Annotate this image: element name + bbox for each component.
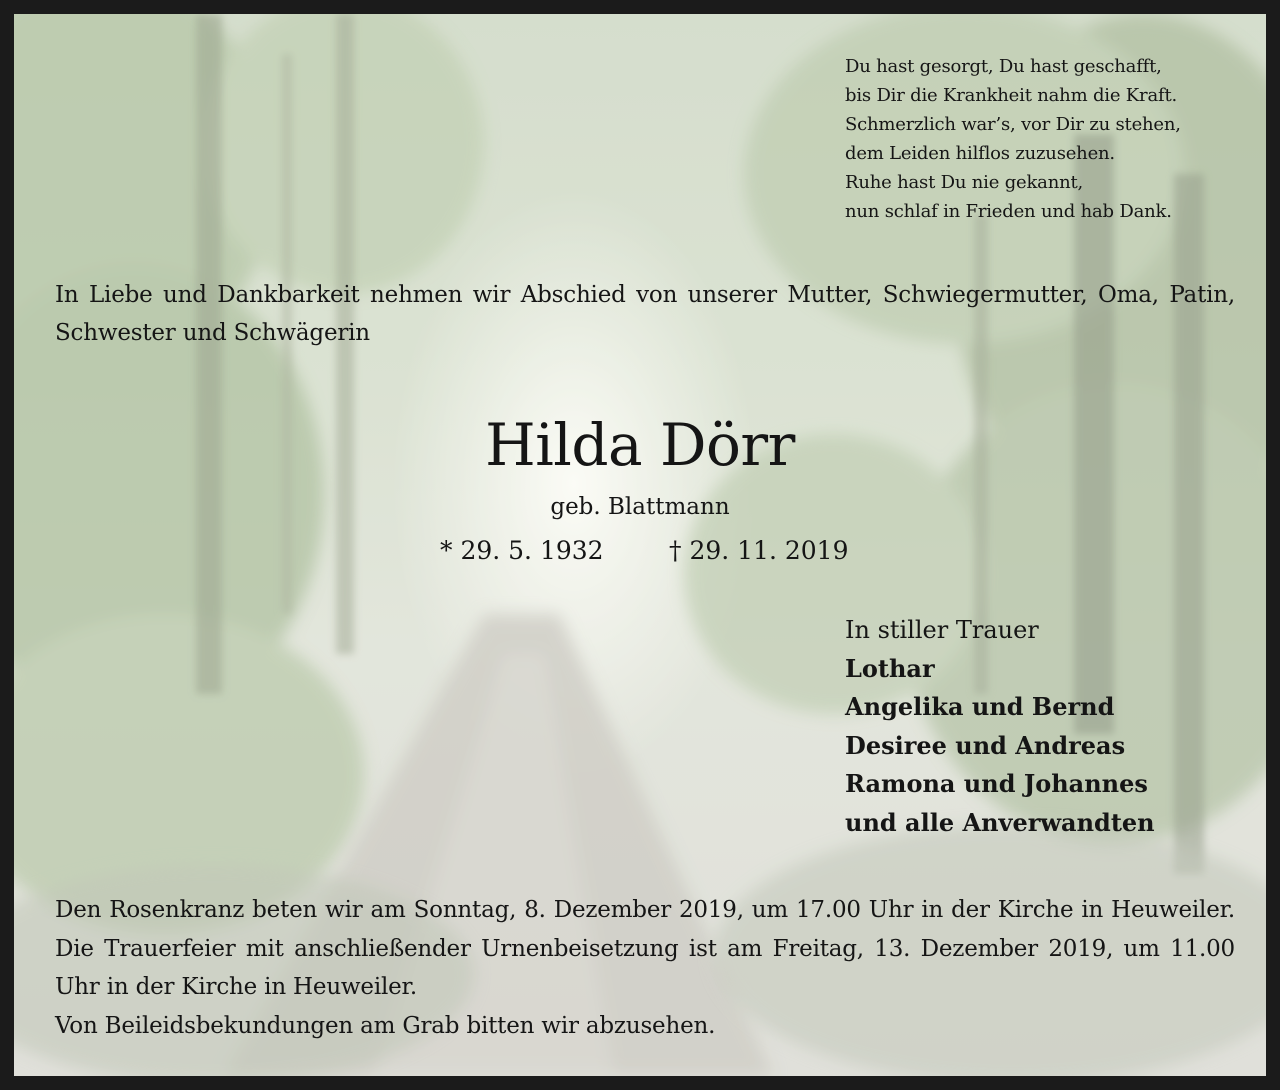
mourning-lead: In stiller Trauer: [845, 616, 1039, 644]
obituary-card: [14, 14, 1266, 1076]
poem-line: Schmerzlich war’s, vor Dir zu stehen,: [845, 114, 1181, 135]
mourner-name: Desiree und Andreas: [845, 730, 1126, 760]
birth-date: * 29. 5. 1932: [440, 536, 604, 565]
poem-line: Du hast gesorgt, Du hast geschafft,: [845, 56, 1162, 77]
poem-line: dem Leiden hilflos zuzusehen.: [845, 143, 1115, 164]
mourner-name: Ramona und Johannes: [845, 769, 1148, 798]
poem-line: nun schlaf in Frieden und hab Dank.: [845, 201, 1172, 222]
service-notice: [55, 891, 1235, 1045]
death-date: † 29. 11. 2019: [669, 536, 849, 565]
memorial-poem: [845, 52, 1245, 226]
deceased-name: Hilda Dörr: [485, 411, 795, 479]
farewell-intro: In Liebe und Dankbarkeit nehmen wir Abschied von unserer Mutter, Schwiegermutter, Oma, Patin, Schwester und Schwägerin: [55, 282, 1235, 346]
poem-line: bis Dir die Krankheit nahm die Kraft.: [845, 85, 1178, 106]
condolence-note: Von Beileidsbekundungen am Grab bitten wir abzusehen.: [55, 1012, 716, 1039]
maiden-name: geb. Blattmann: [550, 494, 730, 520]
mourners-list: [845, 611, 1255, 842]
service-details: Den Rosenkranz beten wir am Sonntag, 8. Dezember 2019, um 17.00 Uhr in der Kirche in Heuweiler. Die Trauerfeier mit anschließender Urnenbeisetzung ist am Freitag, 13. Dezember 2019, um 11.00 Uhr in der Kirche in Heuweiler.: [55, 897, 1235, 1000]
mourner-name: und alle Anverwandten: [845, 807, 1155, 837]
mourner-name: Lothar: [845, 653, 935, 683]
mourner-name: Angelika und Bernd: [845, 692, 1115, 721]
poem-line: Ruhe hast Du nie gekannt,: [845, 172, 1084, 193]
